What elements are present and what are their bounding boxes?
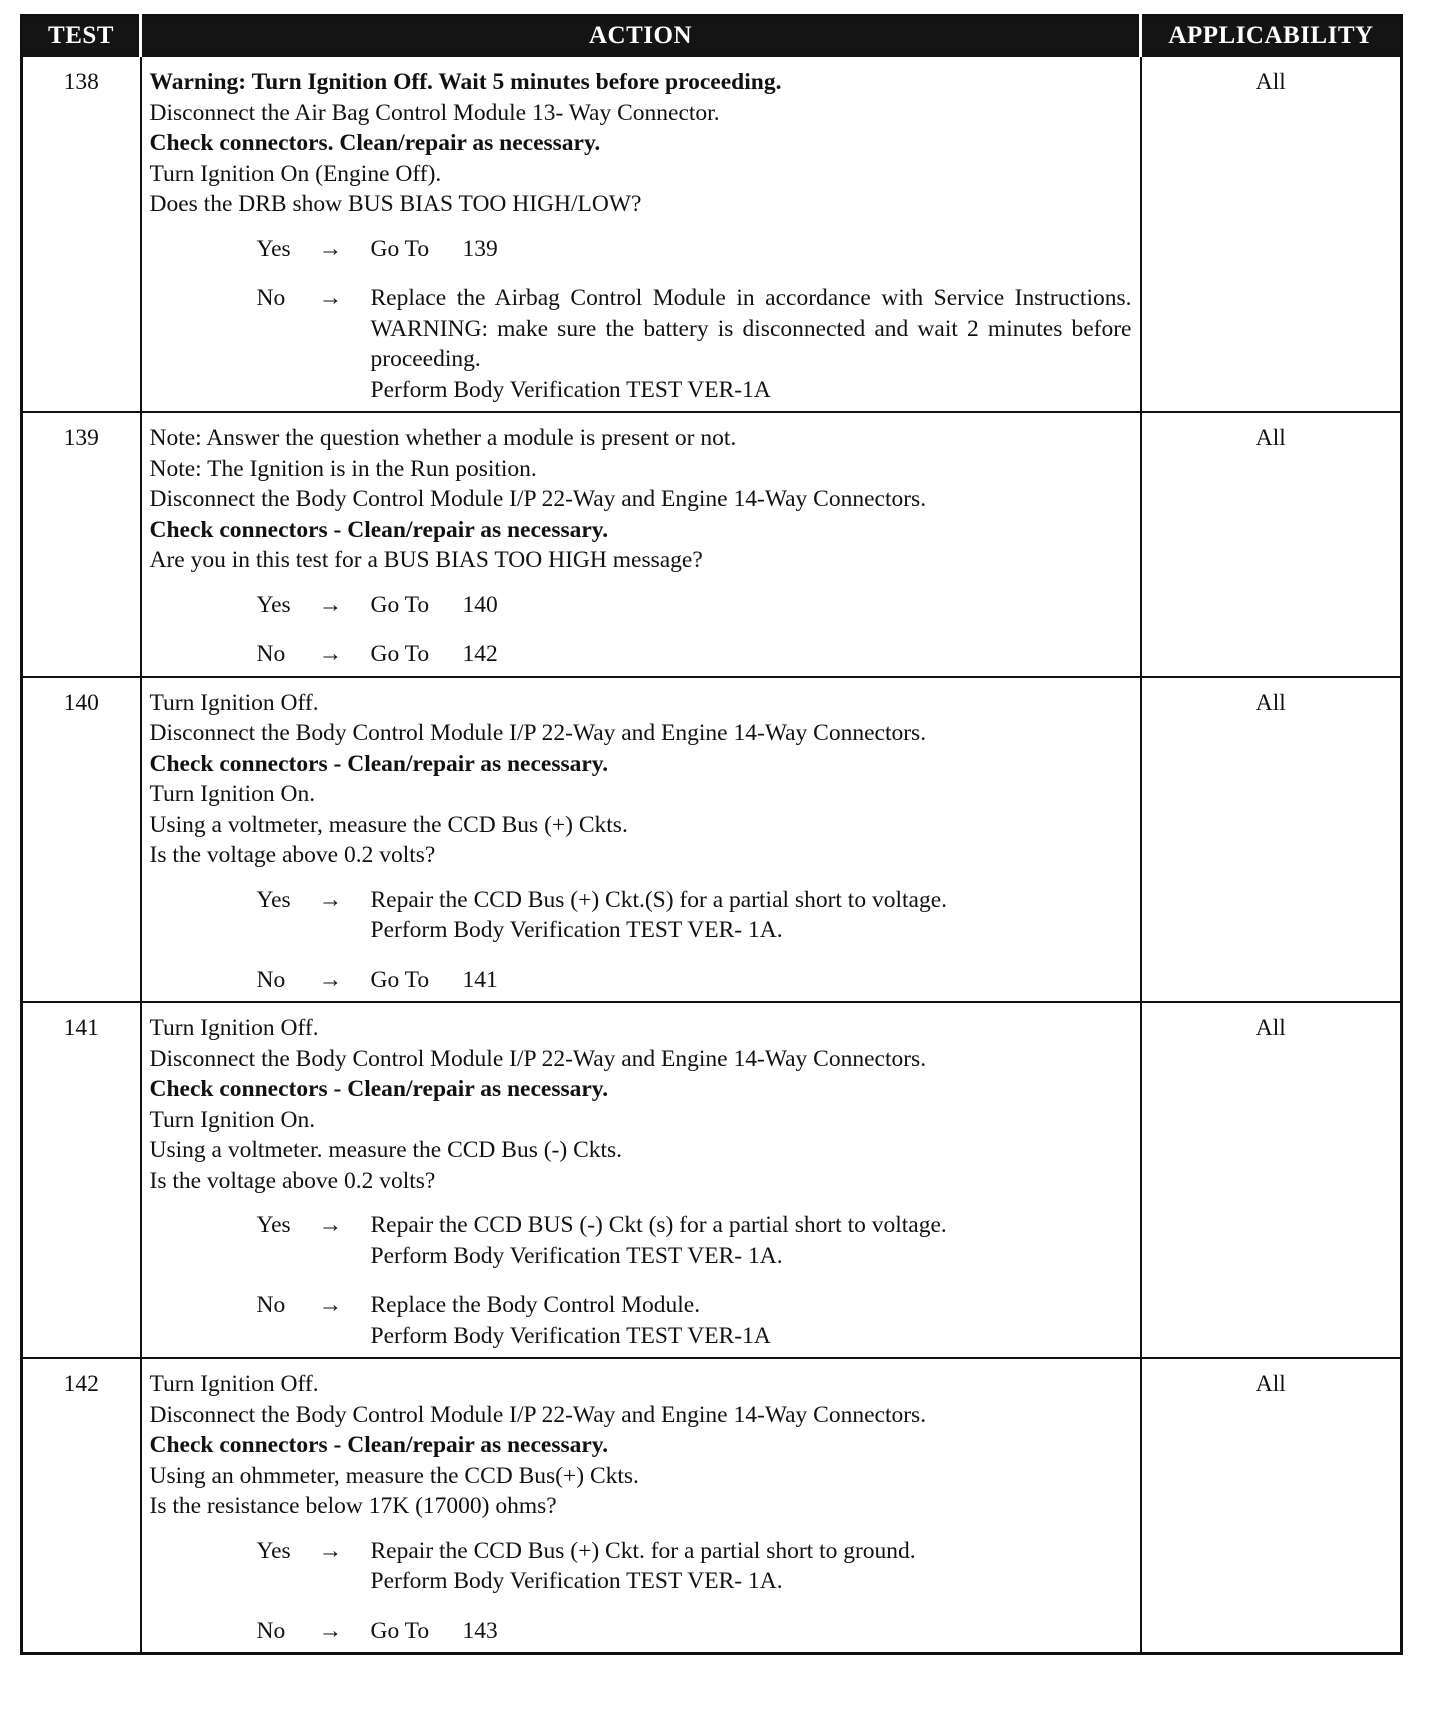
result-line: Replace the Airbag Control Module in accordance with Service Instructions. WARNING: make sure the battery is disconnected and wait 2 minutes before proceeding.: [370, 285, 1132, 372]
goto-label: Go To: [370, 966, 430, 993]
no-result: [371, 1290, 1132, 1351]
arrow-icon: →: [318, 285, 342, 311]
result-line: Repair the CCD Bus (+) Ckt. for a partial short to ground.: [370, 1537, 916, 1564]
goto-target: 142: [462, 641, 498, 667]
answers: [150, 1536, 1132, 1647]
no-answer: [150, 283, 1132, 405]
applicability-cell: All: [1141, 677, 1402, 1003]
test-number: 140: [22, 677, 141, 1003]
no-label: No: [256, 1292, 286, 1318]
no-label: No: [256, 641, 286, 667]
procedure-sheet: [20, 14, 1400, 1655]
check-connectors-line: Check connectors - Clean/repair as necessary.: [149, 1432, 609, 1458]
test-number: 138: [22, 56, 141, 412]
arrow-icon: →: [318, 591, 342, 618]
action-line: Turn Ignition Off.: [149, 689, 319, 716]
check-connectors-line: Check connectors. Clean/repair as necessary.: [149, 130, 601, 156]
header-applicability: APPLICABILITY: [1141, 16, 1402, 57]
arrow-icon: →: [318, 1292, 342, 1318]
test-number: 141: [22, 1002, 141, 1358]
goto-label: Go To: [370, 591, 430, 618]
goto-label: Go To: [370, 235, 430, 262]
test-row-139: [22, 412, 1402, 677]
check-connectors-line: Check connectors - Clean/repair as necessary.: [149, 1076, 609, 1102]
action-cell: [141, 412, 1141, 677]
answers: [150, 234, 1132, 406]
test-row-140: [22, 677, 1402, 1003]
note-line: Note: Answer the question whether a module is present or not.: [149, 425, 737, 451]
answers: [150, 590, 1132, 670]
result-line: Replace the Body Control Module.: [370, 1292, 701, 1318]
result-line: Perform Body Verification TEST VER- 1A.: [370, 1242, 783, 1269]
action-line: Using a voltmeter, measure the CCD Bus (+) Ckts.: [149, 811, 628, 838]
arrow-icon: →: [318, 966, 342, 993]
yes-answer: [150, 1536, 1132, 1597]
yes-answer: [150, 590, 1132, 621]
yes-answer: [150, 885, 1132, 946]
answers: [150, 1210, 1132, 1351]
diagnostic-test-table: [20, 14, 1403, 1655]
result-line: Perform Body Verification TEST VER-1A: [370, 376, 771, 403]
check-connectors-line: Check connectors - Clean/repair as necessary.: [149, 750, 609, 777]
question-line: Are you in this test for a BUS BIAS TOO HIGH message?: [149, 547, 703, 573]
yes-answer: [150, 234, 1132, 265]
test-row-138: [22, 56, 1402, 412]
check-connectors-line: Check connectors - Clean/repair as necessary.: [149, 516, 609, 543]
action-line: Turn Ignition On (Engine Off).: [149, 160, 442, 187]
yes-result: [371, 885, 1132, 946]
result-line: Repair the CCD BUS (-) Ckt (s) for a partial short to voltage.: [370, 1212, 947, 1238]
yes-label: Yes: [256, 886, 291, 913]
arrow-icon: →: [318, 235, 342, 262]
action-line: Using an ohmmeter, measure the CCD Bus(+) Ckts.: [149, 1462, 639, 1489]
yes-result: [371, 234, 1132, 265]
arrow-icon: →: [318, 886, 342, 913]
action-line: Disconnect the Body Control Module I/P 22-Way and Engine 14-Way Connectors.: [149, 1401, 927, 1428]
note-line: Note: The Ignition is in the Run position.: [149, 455, 537, 482]
header-row: [22, 16, 1402, 57]
no-answer: [150, 1616, 1132, 1647]
action-line: Disconnect the Body Control Module I/P 22-Way and Engine 14-Way Connectors.: [149, 486, 927, 512]
action-line: Using a voltmeter. measure the CCD Bus (-) Ckts.: [149, 1137, 623, 1163]
result-line: Perform Body Verification TEST VER- 1A.: [370, 1568, 783, 1594]
yes-result: [371, 590, 1132, 621]
no-label: No: [256, 966, 286, 993]
header-action: ACTION: [141, 16, 1141, 57]
arrow-icon: →: [318, 1212, 342, 1238]
action-line: Disconnect the Air Bag Control Module 13- Way Connector.: [149, 99, 720, 126]
result-line: Perform Body Verification TEST VER-1A: [370, 1322, 771, 1349]
no-answer: [150, 965, 1132, 996]
no-answer: [150, 639, 1132, 670]
warning-line: Warning: Turn Ignition Off. Wait 5 minutes before proceeding.: [149, 69, 782, 95]
answers: [150, 885, 1132, 996]
action-cell: [141, 1002, 1141, 1358]
no-result: [371, 965, 1132, 996]
arrow-icon: →: [318, 641, 342, 667]
goto-target: 140: [462, 591, 498, 618]
goto-label: Go To: [370, 641, 430, 667]
applicability-cell: All: [1141, 56, 1402, 412]
action-line: Turn Ignition Off.: [149, 1371, 319, 1397]
arrow-icon: →: [318, 1617, 342, 1644]
question-line: Is the voltage above 0.2 volts?: [149, 1167, 436, 1194]
arrow-icon: →: [318, 1537, 342, 1564]
table-header: [22, 16, 1402, 57]
test-row-141: [22, 1002, 1402, 1358]
table-body: [22, 56, 1402, 1654]
question-line: Is the voltage above 0.2 volts?: [149, 842, 436, 868]
action-cell: [141, 1358, 1141, 1654]
yes-label: Yes: [256, 1537, 291, 1564]
goto-target: 143: [462, 1617, 498, 1644]
no-result: [371, 283, 1132, 405]
result-line: Perform Body Verification TEST VER- 1A.: [370, 917, 783, 943]
question-line: Is the resistance below 17K (17000) ohms?: [149, 1493, 557, 1519]
action-cell: [141, 56, 1141, 412]
goto-label: Go To: [370, 1617, 430, 1644]
no-result: [371, 639, 1132, 670]
header-test: TEST: [22, 16, 141, 57]
action-line: Turn Ignition On.: [149, 1106, 316, 1133]
yes-label: Yes: [256, 591, 291, 618]
test-row-142: [22, 1358, 1402, 1654]
action-line: Turn Ignition Off.: [149, 1015, 319, 1041]
no-label: No: [256, 285, 286, 311]
applicability-cell: All: [1141, 412, 1402, 677]
result-line: Repair the CCD Bus (+) Ckt.(S) for a partial short to voltage.: [370, 886, 947, 913]
yes-result: [371, 1536, 1132, 1597]
no-label: No: [256, 1617, 286, 1644]
yes-label: Yes: [256, 1212, 291, 1238]
test-number: 142: [22, 1358, 141, 1654]
yes-result: [371, 1210, 1132, 1271]
goto-target: 141: [462, 966, 498, 993]
goto-target: 139: [462, 235, 498, 262]
action-line: Turn Ignition On.: [149, 781, 316, 807]
no-answer: [150, 1290, 1132, 1351]
applicability-cell: All: [1141, 1358, 1402, 1654]
action-line: Disconnect the Body Control Module I/P 22-Way and Engine 14-Way Connectors.: [149, 1045, 927, 1072]
yes-answer: [150, 1210, 1132, 1271]
action-cell: [141, 677, 1141, 1003]
action-line: Disconnect the Body Control Module I/P 22-Way and Engine 14-Way Connectors.: [149, 720, 927, 746]
test-number: 139: [22, 412, 141, 677]
question-line: Does the DRB show BUS BIAS TOO HIGH/LOW?: [149, 191, 642, 217]
no-result: [371, 1616, 1132, 1647]
yes-label: Yes: [256, 235, 291, 262]
applicability-cell: All: [1141, 1002, 1402, 1358]
